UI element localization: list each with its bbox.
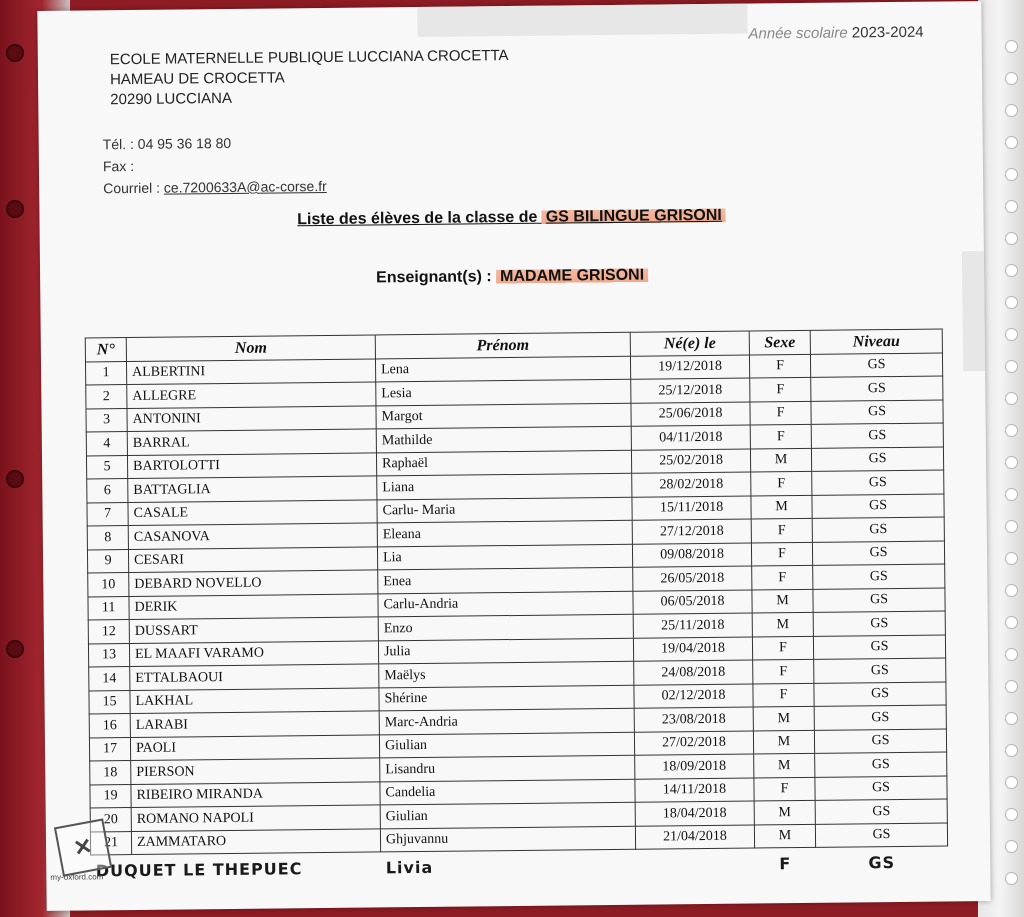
student-level: GS — [815, 799, 947, 824]
handwritten-empty — [636, 848, 755, 880]
student-number: 10 — [88, 573, 129, 597]
student-level: GS — [812, 540, 944, 565]
student-first-name: Giulian — [379, 732, 634, 758]
student-level: GS — [815, 775, 947, 800]
student-sex: F — [751, 518, 812, 542]
student-number: 3 — [86, 408, 127, 432]
header-number: N° — [85, 338, 126, 362]
student-first-name: Lia — [377, 544, 632, 570]
student-last-name: ALBERTINI — [126, 358, 375, 384]
punch-hole — [6, 640, 24, 658]
student-sex: M — [753, 730, 814, 754]
student-level: GS — [810, 353, 942, 378]
student-birthdate: 27/02/2018 — [634, 731, 753, 756]
student-birthdate: 18/04/2018 — [635, 801, 754, 826]
student-last-name: PIERSON — [131, 758, 380, 784]
school-year-value: 2023-2024 — [851, 23, 924, 42]
student-number: 11 — [88, 596, 129, 620]
student-sex: M — [754, 800, 815, 824]
student-level: GS — [811, 376, 943, 401]
student-first-name: Carlu- Maria — [377, 497, 632, 523]
punch-hole — [6, 200, 24, 218]
student-birthdate: 27/12/2018 — [632, 519, 751, 544]
student-level: GS — [815, 752, 947, 777]
student-level: GS — [811, 423, 943, 448]
student-sex: F — [751, 471, 812, 495]
student-sex: F — [750, 377, 811, 401]
student-sex: F — [750, 424, 811, 448]
student-number: 9 — [87, 549, 128, 573]
school-address-line2: 20290 LUCCIANA — [110, 89, 233, 109]
student-last-name: CASALE — [128, 499, 377, 525]
teacher-line — [40, 263, 984, 291]
student-birthdate: 25/06/2018 — [631, 402, 750, 427]
fax-label: Fax : — [102, 157, 135, 175]
email-label: Courriel : — [103, 179, 161, 197]
student-first-name: Mathilde — [376, 426, 631, 452]
student-last-name: BARTOLOTTI — [127, 452, 376, 478]
school-address-line1: HAMEAU DE CROCETTA — [109, 69, 285, 89]
class-name: GS BILINGUE GRISONI — [542, 207, 726, 226]
student-last-name: CASANOVA — [128, 523, 377, 549]
handwritten-first-name: Livia — [385, 857, 434, 877]
student-last-name: BARRAL — [127, 429, 376, 455]
student-first-name: Carlu-Andria — [378, 591, 633, 617]
student-level: GS — [812, 470, 944, 495]
student-birthdate: 06/05/2018 — [633, 590, 752, 615]
student-number: 21 — [90, 831, 131, 855]
student-number: 16 — [89, 714, 130, 738]
watermark-logo-icon: ✕ — [54, 818, 112, 876]
student-first-name: Raphaël — [376, 450, 631, 476]
phone-line — [103, 135, 232, 152]
student-last-name: DEBARD NOVELLO — [129, 570, 378, 596]
student-number: 14 — [89, 667, 130, 691]
phone-label: Tél. : — [102, 135, 134, 153]
student-birthdate: 26/05/2018 — [633, 566, 752, 591]
header-prenom: Prénom — [375, 332, 630, 358]
student-number: 8 — [87, 526, 128, 550]
student-birthdate: 23/08/2018 — [634, 707, 753, 732]
student-first-name: Liana — [377, 473, 632, 499]
student-level: GS — [811, 447, 943, 472]
student-number: 2 — [86, 385, 127, 409]
student-last-name: ROMANO NAPOLI — [131, 805, 380, 831]
student-sex: M — [752, 612, 813, 636]
punch-hole — [6, 470, 24, 488]
student-birthdate: 15/11/2018 — [632, 496, 751, 521]
student-first-name: Lesia — [376, 379, 631, 405]
student-level: GS — [815, 822, 947, 847]
student-birthdate: 25/12/2018 — [631, 378, 750, 403]
student-first-name: Eleana — [377, 520, 632, 546]
student-last-name: ETTALBAOUI — [130, 664, 379, 690]
student-first-name: Marc-Andria — [379, 708, 634, 734]
school-name: ECOLE MATERNELLE PUBLIQUE LUCCIANA CROCETTA — [109, 47, 509, 69]
student-birthdate: 02/12/2018 — [634, 684, 753, 709]
email-line — [103, 178, 327, 196]
school-address-block — [110, 46, 509, 110]
student-number: 13 — [88, 643, 129, 667]
student-first-name: Lisandru — [380, 755, 635, 781]
student-level: GS — [814, 705, 946, 730]
school-year-label: Année scolaire — [748, 24, 848, 43]
student-level: GS — [813, 634, 945, 659]
watermark-text: my-oxford.com — [50, 872, 104, 882]
student-number: 7 — [87, 502, 128, 526]
student-number: 18 — [90, 761, 131, 785]
handwritten-sex: F — [779, 853, 792, 873]
punch-hole — [6, 44, 24, 62]
student-birthdate: 21/04/2018 — [635, 825, 754, 850]
handwritten-last-name: DUQUET LE THEPUEC — [95, 858, 303, 880]
phone-number: 04 95 36 18 80 — [137, 134, 232, 152]
student-birthdate: 25/02/2018 — [631, 449, 750, 474]
student-sex: M — [753, 706, 814, 730]
student-first-name: Candelia — [380, 779, 635, 805]
student-birthdate: 18/09/2018 — [635, 754, 754, 779]
student-sex: F — [754, 777, 815, 801]
student-number: 20 — [90, 808, 131, 832]
student-sex: M — [751, 495, 812, 519]
student-first-name: Maëlys — [379, 661, 634, 687]
student-last-name: ANTONINI — [127, 405, 376, 431]
student-sex: M — [754, 824, 815, 848]
student-level: GS — [814, 658, 946, 683]
student-sex: F — [750, 401, 811, 425]
student-level: GS — [814, 728, 946, 753]
student-number: 17 — [89, 737, 130, 761]
student-sex: M — [750, 448, 811, 472]
email-address: ce.7200633A@ac-corse.fr — [163, 177, 327, 196]
student-last-name: DERIK — [129, 593, 378, 619]
student-number: 5 — [86, 455, 127, 479]
student-last-name: LARABI — [130, 711, 379, 737]
class-list-document — [37, 1, 990, 911]
student-first-name: Enea — [378, 567, 633, 593]
student-sex: F — [752, 636, 813, 660]
student-sex: F — [753, 683, 814, 707]
student-sex: F — [753, 659, 814, 683]
header-niveau: Niveau — [810, 329, 942, 354]
title-prefix: Liste des élèves de la classe de — [297, 208, 538, 229]
student-sex: M — [754, 753, 815, 777]
student-level: GS — [812, 494, 944, 519]
document-title — [39, 204, 983, 232]
student-number: 15 — [89, 690, 130, 714]
student-sex: F — [749, 354, 810, 378]
school-year — [748, 24, 923, 43]
handwritten-level: GS — [868, 852, 896, 872]
header-nom: Nom — [126, 335, 375, 361]
student-table — [85, 329, 949, 886]
student-number: 4 — [86, 432, 127, 456]
student-last-name: RIBEIRO MIRANDA — [131, 781, 380, 807]
student-first-name: Enzo — [378, 614, 633, 640]
student-birthdate: 19/12/2018 — [630, 355, 749, 380]
student-first-name: Margot — [376, 403, 631, 429]
student-last-name: EL MAAFI VARAMO — [129, 640, 378, 666]
student-first-name: Julia — [378, 638, 633, 664]
student-level: GS — [812, 517, 944, 542]
student-birthdate: 28/02/2018 — [632, 472, 751, 497]
student-first-name: Shérine — [379, 685, 634, 711]
student-birthdate: 24/08/2018 — [634, 660, 753, 685]
student-first-name: Ghjuvannu — [380, 826, 635, 852]
student-birthdate: 25/11/2018 — [633, 613, 752, 638]
student-sex: F — [752, 565, 813, 589]
student-level: GS — [811, 400, 943, 425]
header-sexe: Sexe — [749, 330, 810, 354]
student-number: 1 — [85, 361, 126, 385]
student-level: GS — [813, 611, 945, 636]
student-last-name: ALLEGRE — [127, 382, 376, 408]
header-birthdate: Né(e) le — [630, 331, 749, 356]
fax-line — [103, 158, 134, 174]
student-number: 12 — [88, 620, 129, 644]
student-first-name: Giulian — [380, 802, 635, 828]
student-number: 6 — [87, 479, 128, 503]
student-last-name: BATTAGLIA — [128, 476, 377, 502]
student-level: GS — [813, 587, 945, 612]
student-last-name: ZAMMATARO — [131, 828, 380, 854]
student-birthdate: 09/08/2018 — [632, 543, 751, 568]
student-sex: M — [752, 589, 813, 613]
student-birthdate: 14/11/2018 — [635, 778, 754, 803]
student-level: GS — [814, 681, 946, 706]
teacher-label: Enseignant(s) : — [376, 268, 492, 287]
student-number: 19 — [90, 784, 131, 808]
student-last-name: CESARI — [128, 546, 377, 572]
student-sex: F — [751, 542, 812, 566]
student-birthdate: 04/11/2018 — [631, 425, 750, 450]
student-level: GS — [813, 564, 945, 589]
student-birthdate: 19/04/2018 — [633, 637, 752, 662]
teacher-name: MADAME GRISONI — [496, 267, 648, 286]
tape-strip — [417, 4, 747, 37]
student-last-name: PAOLI — [130, 734, 379, 760]
student-first-name: Lena — [375, 356, 630, 382]
student-last-name: DUSSART — [129, 617, 378, 643]
student-last-name: LAKHAL — [130, 687, 379, 713]
